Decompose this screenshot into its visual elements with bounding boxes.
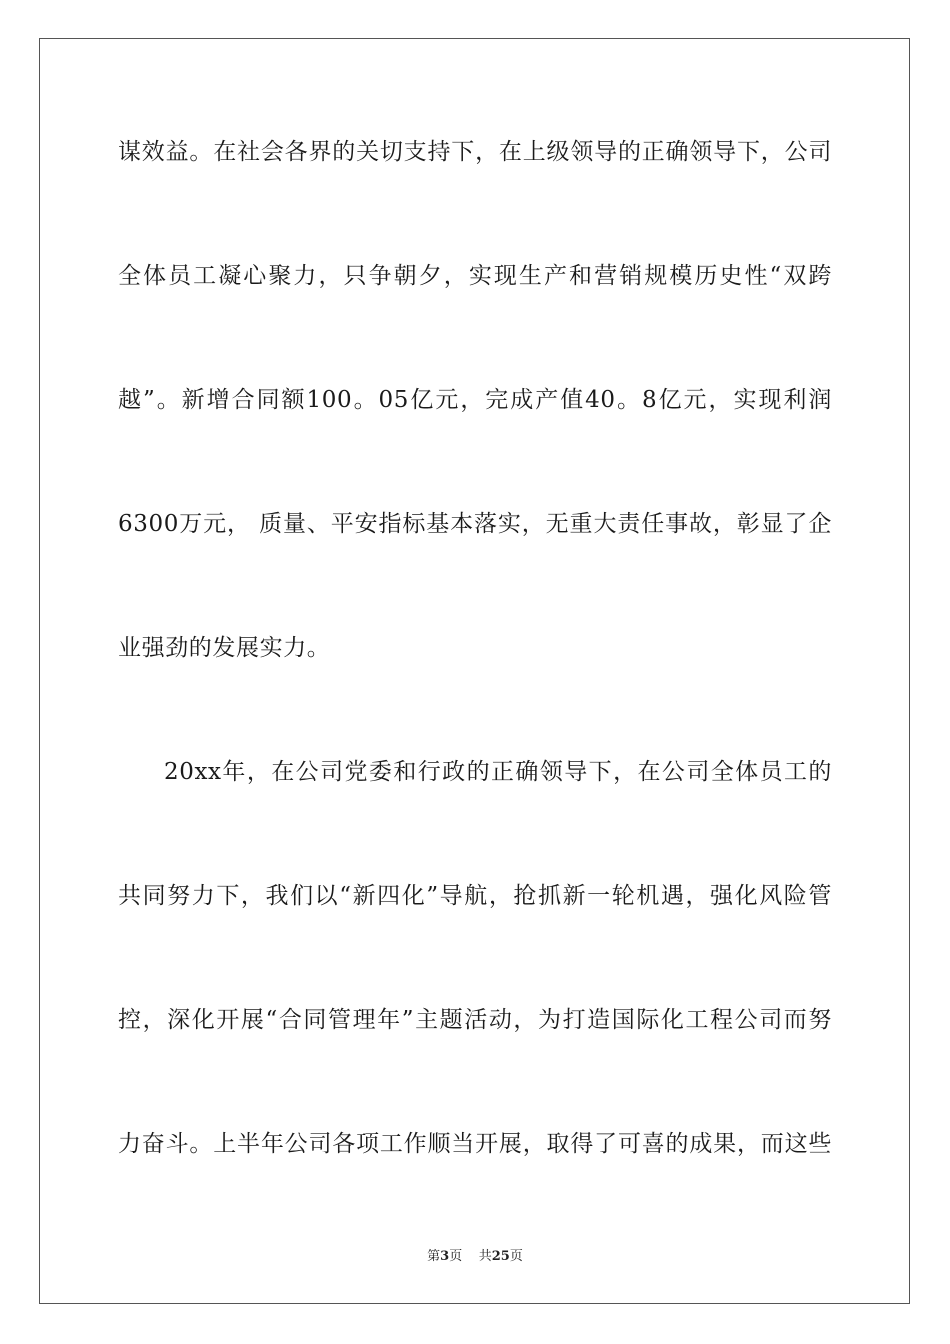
paragraph-2-line-1: 20xx年，在公司党委和行政的正确领导下，在公司全体员工的	[164, 759, 832, 785]
paragraph-2-line-4: 力奋斗。上半年公司各项工作顺当开展，取得了可喜的成果，而这些	[118, 1131, 832, 1157]
text-line-4: 6300万元， 质量、平安指标基本落实，无重大责任事故，彰显了企	[118, 511, 832, 537]
page-number: 3	[440, 1249, 450, 1264]
page-label-prefix: 第	[427, 1249, 441, 1264]
text-line-3: 越”。新增合同额100。05亿元，完成产值40。8亿元，实现利润	[118, 387, 832, 413]
page-border	[39, 38, 910, 1304]
total-label-prefix: 共	[478, 1249, 492, 1264]
paragraph-2-line-2: 共同努力下，我们以“新四化”导航，抢抓新一轮机遇，强化风险管	[118, 883, 832, 909]
text-line-1: 谋效益。在社会各界的关切支持下，在上级领导的正确领导下，公司	[118, 139, 832, 165]
page-label-suffix: 页	[449, 1249, 463, 1264]
total-label-suffix: 页	[509, 1249, 523, 1264]
text-line-5: 业强劲的发展实力。	[118, 635, 331, 661]
paragraph-2-line-3: 控，深化开展“合同管理年”主题活动，为打造国际化工程公司而努	[118, 1007, 832, 1033]
page-total: 25	[491, 1249, 510, 1264]
page-footer	[0, 1248, 950, 1266]
text-line-2: 全体员工凝心聚力，只争朝夕，实现生产和营销规模历史性“双跨	[118, 263, 832, 289]
